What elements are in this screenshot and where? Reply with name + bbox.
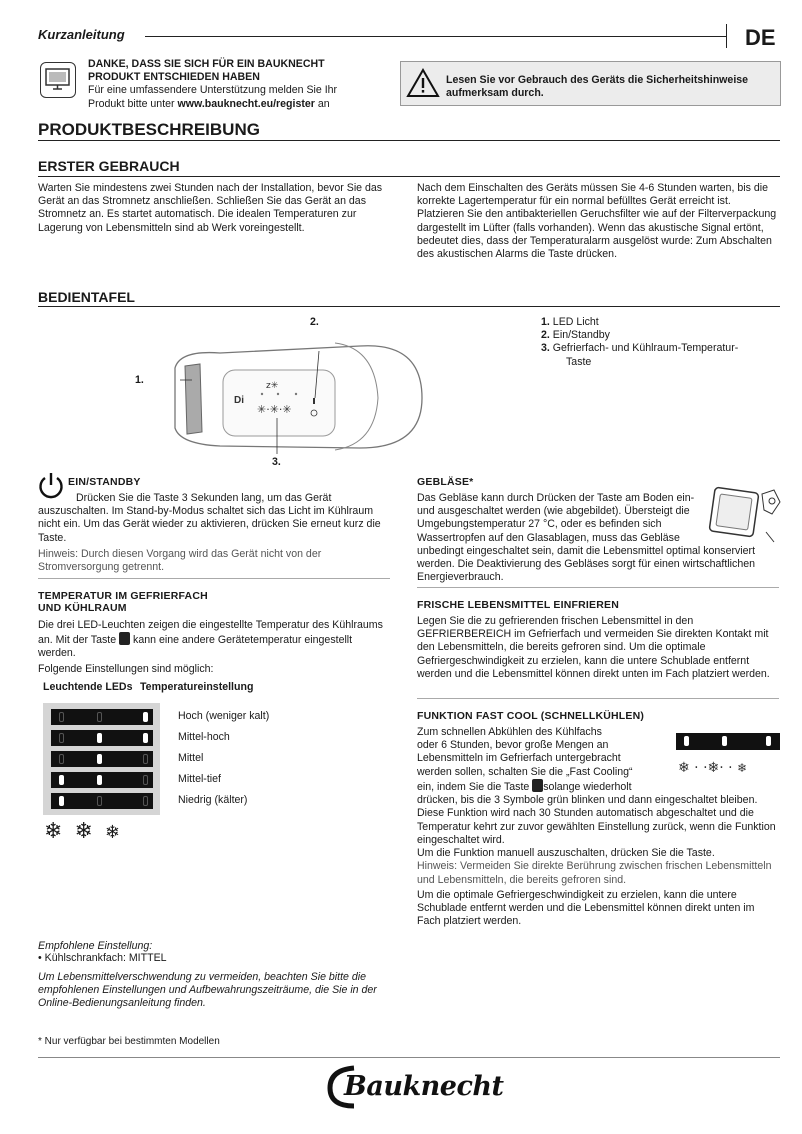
legend-item [541, 329, 781, 342]
table-header-leds: Leuchtende LEDs [43, 681, 133, 693]
led-on [59, 796, 64, 806]
fastcool-line [417, 779, 779, 794]
led-on [59, 775, 64, 785]
led-row [51, 751, 153, 767]
fan-text-content: Das Gebläse kann durch Drücken der Taste am Boden ein- und ausgeschaltet werden (wie abgebildet). Übersteigt die Umgebungstemperatur 27 °C, oder es befinden sich Wassertropfen auf den Glasablagen, muss das Gebläse unbedingt eingeschaltet sein, damit die Lebensmittel optimal konserviert werden. Die Deaktivierung des Gebläses sorgt für einen wirtschaftlichen Energieverbrauch. [417, 492, 756, 584]
fastcool-line: oder 6 Stunden, bevor große Mengen an [417, 739, 609, 752]
led-off [59, 733, 64, 743]
fastcool-line: drücken, bis die 3 Symbole grün blinken und dann eingeschaltet bleiben. [417, 794, 758, 807]
led-on [97, 775, 102, 785]
temperature-key-icon [119, 632, 130, 645]
footnote: * Nur verfügbar bei bestimmten Modellen [38, 1036, 220, 1047]
led-on [143, 733, 148, 743]
led-on [97, 754, 102, 764]
legend-cont: Taste [566, 355, 592, 368]
led-off [59, 754, 64, 764]
panel-legend [541, 316, 781, 369]
svg-text:Di: Di [234, 395, 244, 406]
snowflake-icon: ❄ [44, 819, 75, 844]
monitor-icon [40, 62, 76, 98]
thanks-line1: DANKE, DASS SIE SICH FÜR EIN BAUKNECHT [88, 58, 325, 70]
legend-num: 2. [541, 329, 550, 342]
led-row [51, 772, 153, 788]
fastcool-line: Zum schnellen Abkühlen des Kühlfachs [417, 726, 602, 738]
warning-icon [406, 68, 440, 102]
fastcool-note: Hinweis: Vermeiden Sie direkte Berührung zwischen frischen Lebensmitteln und Lebensmitteln, die bereits gefroren sind. [417, 860, 772, 886]
section-rule [38, 578, 390, 579]
first-use-left-text: Warten Sie mindestens zwei Stunden nach der Installation, bevor Sie das Gerät an das Stromnetz anschließen. Schließen Sie das Gerät an das Stromnetz an. Es startet automatisch. Die idealen Temperaturen zur Lagerung von Lebensmitteln sind ab Werk voreingestellt. [38, 182, 383, 234]
bauknecht-logo [326, 1064, 504, 1110]
fastcool-led-strip [676, 733, 780, 750]
legend-item [541, 342, 781, 355]
recommend-label: Empfohlene Einstellung: [38, 940, 153, 952]
register-link[interactable]: www.bauknecht.eu/register [177, 97, 315, 110]
temp-text [38, 619, 390, 661]
led-off [143, 796, 148, 806]
fastcool-auto-off: Diese Funktion wird nach 30 Stunden automatisch abgeschaltet und die Temperatur kehrt zur zuvor gewählten Einstellung zurück, wenn die Funktion eingeschaltet wird. [417, 807, 776, 846]
warning-line2: aufmerksam durch. [446, 87, 544, 100]
warning-line1: Lesen Sie vor Gebrauch des Geräts die Sicherheitshinweise [446, 74, 749, 86]
legend-text: Ein/Standby [552, 329, 610, 342]
svg-text:z✳: z✳ [266, 381, 279, 391]
legend-item [541, 316, 781, 329]
led-row [51, 709, 153, 725]
callout-1: 1. [135, 374, 144, 386]
fastcool-line: werden sollen, schalten Sie die „Fast Cooling“ [417, 765, 633, 778]
led-on [97, 733, 102, 743]
led-indicator [684, 736, 689, 746]
callout-3: 3. [272, 456, 281, 468]
legend-num: 1. [541, 316, 550, 328]
snowflake-icon: ❄ [678, 760, 690, 776]
svg-text:✳·✳·✳: ✳·✳·✳ [257, 403, 292, 416]
thanks-line4 [88, 98, 388, 111]
temp-settings-intro: Folgende Einstellungen sind möglich: [38, 663, 214, 675]
section-rule [38, 306, 780, 307]
setting-label: Hoch (weniger kalt) [178, 710, 270, 722]
control-panel-illustration [160, 318, 430, 468]
temperature-key-icon [532, 779, 543, 792]
thanks-line2: PRODUKT ENTSCHIEDEN HABEN [88, 71, 260, 84]
led-off [97, 796, 102, 806]
section-rule [417, 587, 779, 588]
led-off [59, 712, 64, 722]
led-row [51, 793, 153, 809]
legend-text: LED Licht [552, 316, 599, 328]
fan-illustration [706, 484, 784, 554]
fan-title: GEBLÄSE* [417, 476, 474, 488]
onoff-title: EIN/STANDBY [68, 476, 141, 488]
document-title: Kurzanleitung [38, 27, 125, 42]
led-table [43, 703, 160, 815]
temp-text-b: kann eine andere Gerätetemperatur eingestellt werden. [38, 634, 353, 660]
fastcool-title: FUNKTION FAST COOL (SCHNELLKÜHLEN) [417, 710, 645, 722]
led-on [143, 712, 148, 722]
section-title-control-panel: BEDIENTAFEL [38, 289, 135, 305]
callout-2: 2. [310, 316, 319, 328]
header-rule [145, 36, 727, 37]
section-rule [38, 140, 780, 141]
led-indicator [722, 736, 727, 746]
snowflake-icon: ❄ [74, 819, 105, 844]
temp-title-line2: UND KÜHLRAUM [38, 602, 127, 614]
fastcool-line5a: ein, indem Sie die Taste [417, 780, 530, 793]
fastcool-line5b: solange wiederholt [543, 780, 632, 793]
thanks-line3: Für eine umfassendere Unterstützung melden Sie Ihr [88, 84, 338, 97]
section-rule [38, 176, 780, 177]
onoff-note: Hinweis: Durch diesen Vorgang wird das Gerät nicht von der Stromversorgung getrennt. [38, 548, 322, 574]
onoff-text: Drücken Sie die Taste 3 Sekunden lang, um das Gerät auszuschalten. Im Stand-by-Modus schaltet sich das Licht im Kühlraum nicht ein. Um das Gerät wieder zu aktivieren, drücken Sie erneut kurz die Taste. [38, 492, 381, 544]
language-code: DE [745, 25, 776, 50]
setting-label: Mittel-hoch [178, 731, 230, 743]
footer-rule [38, 1057, 780, 1058]
thanks-line4-post: an [314, 97, 330, 110]
fastcool-manual-off: Um die Funktion manuell auszuschalten, drücken Sie die Taste. [417, 847, 715, 860]
legend-num: 3. [541, 342, 550, 355]
recommend-value: • Kühlschrankfach: MITTEL [38, 952, 167, 964]
snowflake-icons [44, 818, 132, 846]
fastcool-line: Lebensmitteln im Gefrierfach untergebracht [417, 752, 621, 765]
fastcool-text [417, 726, 779, 929]
thanks-line4-pre: Produkt bitte unter [88, 97, 178, 110]
freeze-title: FRISCHE LEBENSMITTEL EINFRIEREN [417, 599, 620, 611]
led-off [143, 754, 148, 764]
header-divider [726, 24, 727, 48]
setting-label: Mittel-tief [178, 773, 221, 785]
temp-title-line1: TEMPERATUR IM GEFRIERFACH [38, 590, 208, 602]
fastcool-symbols: ❄ · ·❄· · ❄ [678, 760, 748, 776]
led-row [51, 730, 153, 746]
section-title-first-use: ERSTER GEBRAUCH [38, 158, 180, 174]
freeze-text: Legen Sie die zu gefrierenden frischen Lebensmittel in den GEFRIERBEREICH im Gefrierfach und vermeiden Sie direkten Kontakt mit den Lebensmitteln, die bereits gefroren sind. Um die optimale Gefriergeschwindigkeit zu erzielen, kann die untere Schublade entfernt werden und die Lebensmittel können direkt unten im Fach platziert werden. [417, 615, 770, 680]
first-use-right-text: Nach dem Einschalten des Geräts müssen Sie 4-6 Stunden warten, bis die korrekte Lagertemperatur für ein normal befülltes Gerät erreicht ist. Platzieren Sie den antibakteriellen Geruchsfilter wie auf der Filterverpackung dargestellt im Lüfter (falls vorhanden). Wenn das akustische Signal ertönt, bedeutet dies, dass der Temperaturalarm ausgelöst wurde: Zum Abschalten des akustischen Alarms die Taste drücken. [417, 182, 777, 261]
brand-name: Bauknecht [344, 1071, 504, 1102]
led-off [97, 712, 102, 722]
temp-text-a: Die drei LED-Leuchten zeigen die eingestellte Temperatur des Kühlraums an. Mit der Taste [38, 619, 383, 647]
recommend-text: Um Lebensmittelverschwendung zu vermeiden, beachten Sie bitte die empfohlenen Einstellungen und Aufbewahrungszeiträume, die Sie in der Online-Bedienungsanleitung finden. [38, 971, 377, 1010]
registration-notice [88, 58, 388, 111]
setting-label: Mittel [178, 752, 204, 764]
section-title-product: PRODUKTBESCHREIBUNG [38, 120, 260, 139]
led-indicator [766, 736, 771, 746]
safety-warning-text [446, 74, 776, 100]
legend-text: Gefrierfach- und Kühlraum-Temperatur- [552, 342, 739, 355]
snowflake-icon: ❄ [104, 822, 132, 843]
section-rule [417, 698, 779, 699]
snowflake-icon: ❄ [707, 760, 720, 776]
fastcool-optimal: Um die optimale Gefriergeschwindigkeit zu erzielen, kann die untere Schublade entfernt werden und die Lebensmittel können direkt unten im Fach platziert werden. [417, 888, 755, 928]
setting-label: Niedrig (kälter) [178, 794, 248, 806]
table-header-setting: Temperatureinstellung [140, 681, 254, 693]
led-off [143, 775, 148, 785]
snowflake-icon: ❄ [737, 761, 748, 775]
